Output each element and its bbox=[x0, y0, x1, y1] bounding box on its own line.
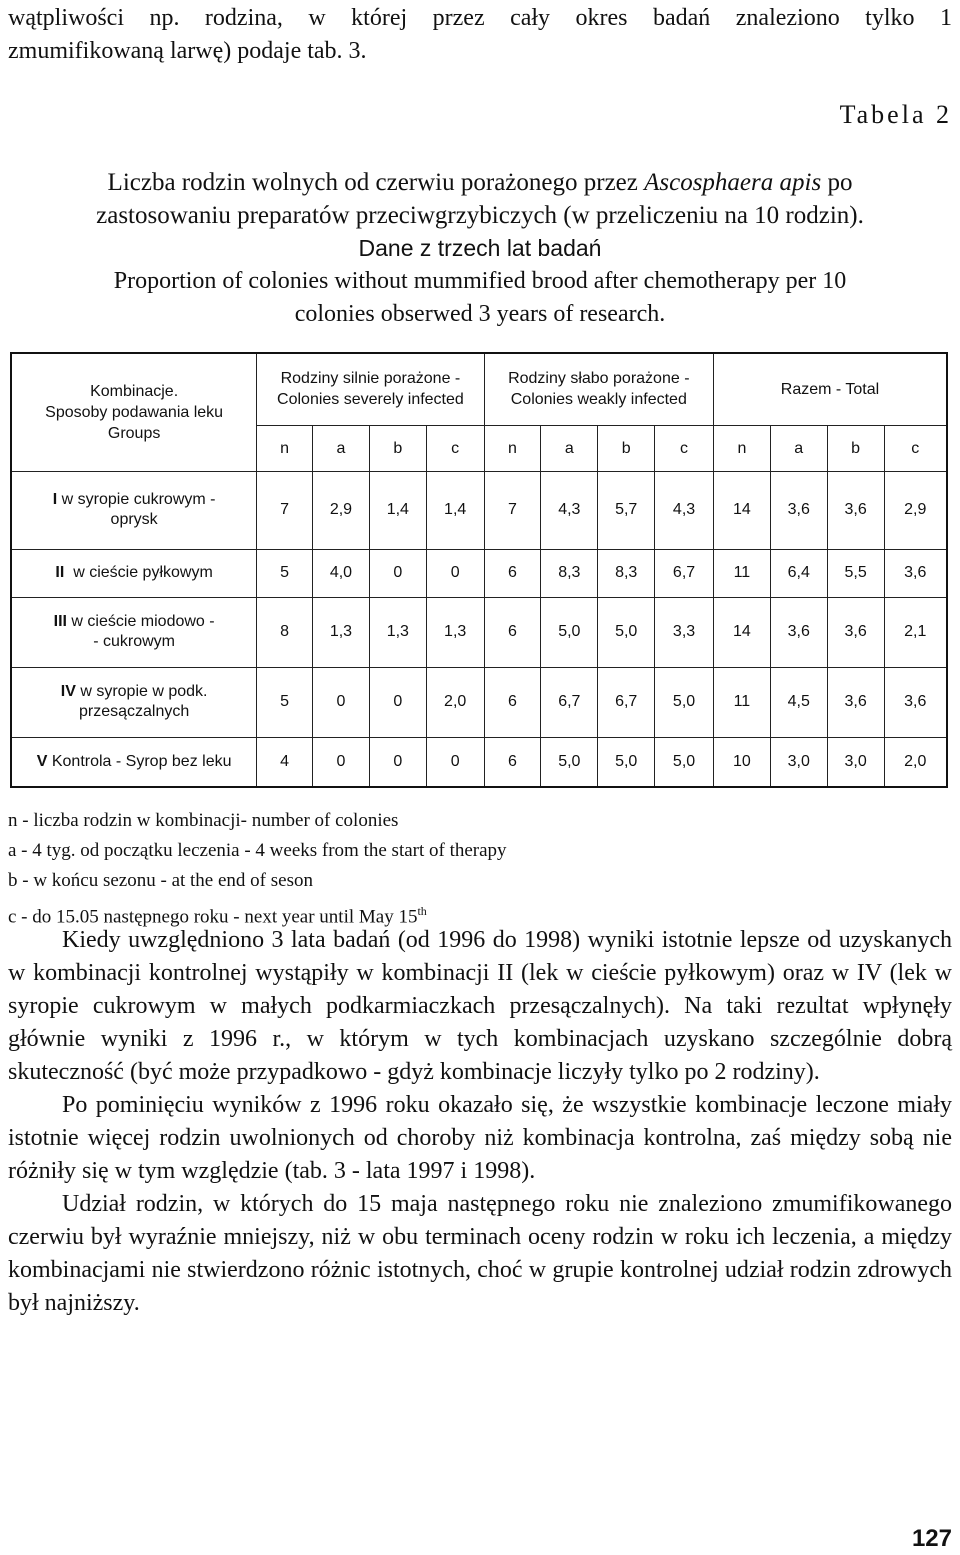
row-header-line-1 bbox=[15, 612, 253, 632]
paragraph-2: Po pominięciu wyników z 1996 roku okazało się, że wszystkie kombinacje leczone miały istotnie więcej rodzin uwolnionych od choroby niż kombinacja kontrolna, zaś między sobą nie różniły się w tym względzie (tab. 3 - lata 1997 i 1998). bbox=[8, 1092, 952, 1184]
data-cell: 0 bbox=[313, 667, 370, 737]
subheader-cell: a bbox=[770, 425, 827, 471]
data-cell: 10 bbox=[713, 737, 770, 787]
data-cell: 6,7 bbox=[598, 667, 655, 737]
data-cell: 4 bbox=[257, 737, 313, 787]
row-number: III bbox=[53, 613, 67, 630]
data-cell: 3,6 bbox=[770, 597, 827, 667]
table-row bbox=[11, 667, 947, 737]
data-cell: 3,0 bbox=[827, 737, 884, 787]
caption-pl-line-3: Dane z trzech lat badań bbox=[358, 235, 602, 261]
subheader-cell: n bbox=[484, 425, 541, 471]
paragraph-1: Kiedy uwzględniono 3 lata badań (od 1996 do 1998) wyniki istotnie lepsze od uzyskanych w kombinacji kontrolnej wystąpiły w kombinacji II (lek w cieście pyłkowym) oraz w IV (lek w syropie cukrowym w małych podkarmiaczkach przesączalnych). Na taki rezultat wpłynęły głównie wyniki z 1996 r., w którym w tych kombinacjach uzyskano szczególnie dobrą skuteczność (być może przypadkowo - gdyż kombinacje liczyły tylko po 2 rodziny). bbox=[8, 927, 952, 1085]
row-header bbox=[11, 597, 257, 667]
data-cell: 5,0 bbox=[598, 737, 655, 787]
subheader-cell: a bbox=[313, 425, 370, 471]
corner-header-line-2: Sposoby podawania leku bbox=[45, 403, 224, 421]
data-cell: 2,0 bbox=[884, 737, 947, 787]
data-cell: 0 bbox=[369, 667, 426, 737]
group-header-line: Rodziny silnie porażone - bbox=[280, 370, 461, 388]
table-legend bbox=[8, 806, 952, 932]
page-number: 127 bbox=[911, 1525, 952, 1552]
data-cell: 8,3 bbox=[541, 549, 598, 597]
data-cell: 5,0 bbox=[655, 667, 714, 737]
data-cell: 4,5 bbox=[770, 667, 827, 737]
data-cell: 2,0 bbox=[426, 667, 484, 737]
intro-line-1: wątpliwości np. rodzina, w której przez cały okres badań znaleziono tylko 1 bbox=[8, 5, 952, 31]
subheader-cell: a bbox=[541, 425, 598, 471]
subheader-cell: b bbox=[598, 425, 655, 471]
caption-pl-text: Liczba rodzin wolnych od czerwiu porażonego przez bbox=[107, 169, 645, 196]
data-cell: 6 bbox=[484, 597, 541, 667]
subheader-cell: b bbox=[827, 425, 884, 471]
data-cell: 0 bbox=[313, 737, 370, 787]
row-number: IV bbox=[60, 683, 76, 700]
data-cell: 5 bbox=[257, 667, 313, 737]
data-cell: 0 bbox=[426, 549, 484, 597]
legend-c-text: c - do 15.05 następnego roku - next year until May 15 bbox=[8, 906, 418, 928]
subheader-cell: n bbox=[713, 425, 770, 471]
caption-pl-line-1 bbox=[8, 166, 952, 199]
row-header-line-2: oprysk bbox=[110, 511, 158, 528]
table-header-row bbox=[11, 353, 947, 425]
data-cell: 3,0 bbox=[770, 737, 827, 787]
row-number: V bbox=[36, 752, 48, 770]
table-row bbox=[11, 737, 947, 787]
row-header-line-1 bbox=[15, 490, 253, 510]
data-cell: 3,6 bbox=[884, 549, 947, 597]
data-cell: 11 bbox=[713, 667, 770, 737]
data-cell: 2,1 bbox=[884, 597, 947, 667]
row-header-line-1 bbox=[15, 682, 253, 702]
caption-species-name: Ascosphaera apis bbox=[644, 169, 822, 196]
row-label: w cieście miodowo - bbox=[66, 613, 215, 630]
data-cell: 6,7 bbox=[655, 549, 714, 597]
data-cell: 0 bbox=[426, 737, 484, 787]
subheader-cell: c bbox=[884, 425, 947, 471]
group-header-line: Razem - Total bbox=[780, 380, 880, 398]
data-cell: 14 bbox=[713, 471, 770, 549]
group-header-severe bbox=[257, 353, 484, 425]
row-label: w cieście pyłkowym bbox=[64, 564, 213, 581]
data-cell: 3,3 bbox=[655, 597, 714, 667]
data-cell: 3,6 bbox=[770, 471, 827, 549]
table-caption bbox=[8, 166, 952, 331]
row-header-line-1 bbox=[15, 752, 253, 772]
data-cell: 14 bbox=[713, 597, 770, 667]
data-cell: 4,0 bbox=[313, 549, 370, 597]
subheader-cell: b bbox=[369, 425, 426, 471]
body-text bbox=[8, 924, 952, 1320]
corner-header-line-1: Kombinacje. bbox=[90, 382, 179, 400]
data-cell: 5,0 bbox=[541, 737, 598, 787]
data-cell: 0 bbox=[369, 549, 426, 597]
row-header bbox=[11, 549, 257, 597]
group-header-line: Rodziny słabo porażone - bbox=[508, 370, 690, 388]
data-cell: 7 bbox=[257, 471, 313, 549]
data-cell: 4,3 bbox=[541, 471, 598, 549]
data-cell: 5,0 bbox=[655, 737, 714, 787]
caption-pl-line-2: zastosowaniu preparatów przeciwgrzybiczych (w przeliczeniu na 10 rodzin). bbox=[96, 202, 864, 229]
legend-n: n - liczba rodzin w kombinacji- number of colonies bbox=[8, 810, 399, 831]
data-cell: 11 bbox=[713, 549, 770, 597]
row-label: w syropie w podk. bbox=[75, 683, 208, 700]
data-cell: 4,3 bbox=[655, 471, 714, 549]
legend-b: b - w końcu sezonu - at the end of seson bbox=[8, 870, 313, 891]
caption-en-line-1: Proportion of colonies without mummified brood after chemotherapy per 10 bbox=[113, 268, 847, 294]
results-table bbox=[10, 352, 948, 788]
caption-en-line-2: colonies obserwed 3 years of research. bbox=[294, 301, 666, 327]
intro-line-2: zmumifikowaną larwę) podaje tab. 3. bbox=[8, 38, 367, 64]
data-cell: 7 bbox=[484, 471, 541, 549]
data-cell: 8 bbox=[257, 597, 313, 667]
corner-header-line-3: Groups bbox=[107, 424, 161, 442]
data-cell: 1,4 bbox=[426, 471, 484, 549]
data-cell: 0 bbox=[369, 737, 426, 787]
data-cell: 6 bbox=[484, 667, 541, 737]
data-cell: 5,0 bbox=[598, 597, 655, 667]
table-row bbox=[11, 549, 947, 597]
row-header bbox=[11, 471, 257, 549]
row-header-line-2: przesączalnych bbox=[78, 703, 190, 720]
corner-header bbox=[11, 353, 257, 471]
data-cell: 5,7 bbox=[598, 471, 655, 549]
legend-a: a - 4 tyg. od początku leczenia - 4 weeks from the start of therapy bbox=[8, 840, 507, 861]
data-cell: 3,6 bbox=[827, 597, 884, 667]
data-cell: 5,0 bbox=[541, 597, 598, 667]
group-header-total bbox=[713, 353, 947, 425]
data-cell: 3,6 bbox=[884, 667, 947, 737]
data-cell: 6,4 bbox=[770, 549, 827, 597]
row-number: I bbox=[52, 491, 58, 508]
row-label: Kontrola - Syrop bez leku bbox=[47, 752, 232, 770]
group-header-line: Colonies weakly infected bbox=[510, 391, 687, 409]
subheader-cell: n bbox=[257, 425, 313, 471]
row-header bbox=[11, 667, 257, 737]
data-cell: 1,3 bbox=[313, 597, 370, 667]
data-cell: 2,9 bbox=[884, 471, 947, 549]
paragraph-3: Udział rodzin, w których do 15 maja następnego roku nie znaleziono zmumifikowanego czerwiu był wyraźnie mniejszy, niż w obu terminach oceny rodzin w roku ich leczenia, a między kombinacjami nie stwierdzono różnic istotnych, choć w grupie kontrolnej udział rodzin zdrowych był najniższy. bbox=[8, 1191, 952, 1316]
caption-pl-text-end: po bbox=[821, 169, 853, 196]
data-cell: 1,4 bbox=[369, 471, 426, 549]
data-cell: 2,9 bbox=[313, 471, 370, 549]
data-cell: 6 bbox=[484, 549, 541, 597]
subheader-cell: c bbox=[426, 425, 484, 471]
legend-c-superscript: th bbox=[417, 904, 427, 918]
subheader-cell: c bbox=[655, 425, 714, 471]
data-cell: 5,5 bbox=[827, 549, 884, 597]
data-cell: 1,3 bbox=[426, 597, 484, 667]
group-header-weak bbox=[484, 353, 713, 425]
row-number: II bbox=[55, 564, 65, 581]
group-header-line: Colonies severely infected bbox=[277, 391, 464, 409]
data-cell: 5 bbox=[257, 549, 313, 597]
intro-text bbox=[8, 2, 952, 68]
data-cell: 8,3 bbox=[598, 549, 655, 597]
data-cell: 1,3 bbox=[369, 597, 426, 667]
row-header-line-1 bbox=[15, 563, 253, 583]
data-cell: 6,7 bbox=[541, 667, 598, 737]
data-cell: 6 bbox=[484, 737, 541, 787]
row-header-line-2: - cukrowym bbox=[93, 633, 175, 650]
table-label: Tabela 2 bbox=[839, 100, 952, 129]
data-cell: 3,6 bbox=[827, 471, 884, 549]
data-cell: 3,6 bbox=[827, 667, 884, 737]
row-header bbox=[11, 737, 257, 787]
row-label: w syropie cukrowym - bbox=[57, 491, 216, 508]
table-row bbox=[11, 471, 947, 549]
table-row bbox=[11, 597, 947, 667]
